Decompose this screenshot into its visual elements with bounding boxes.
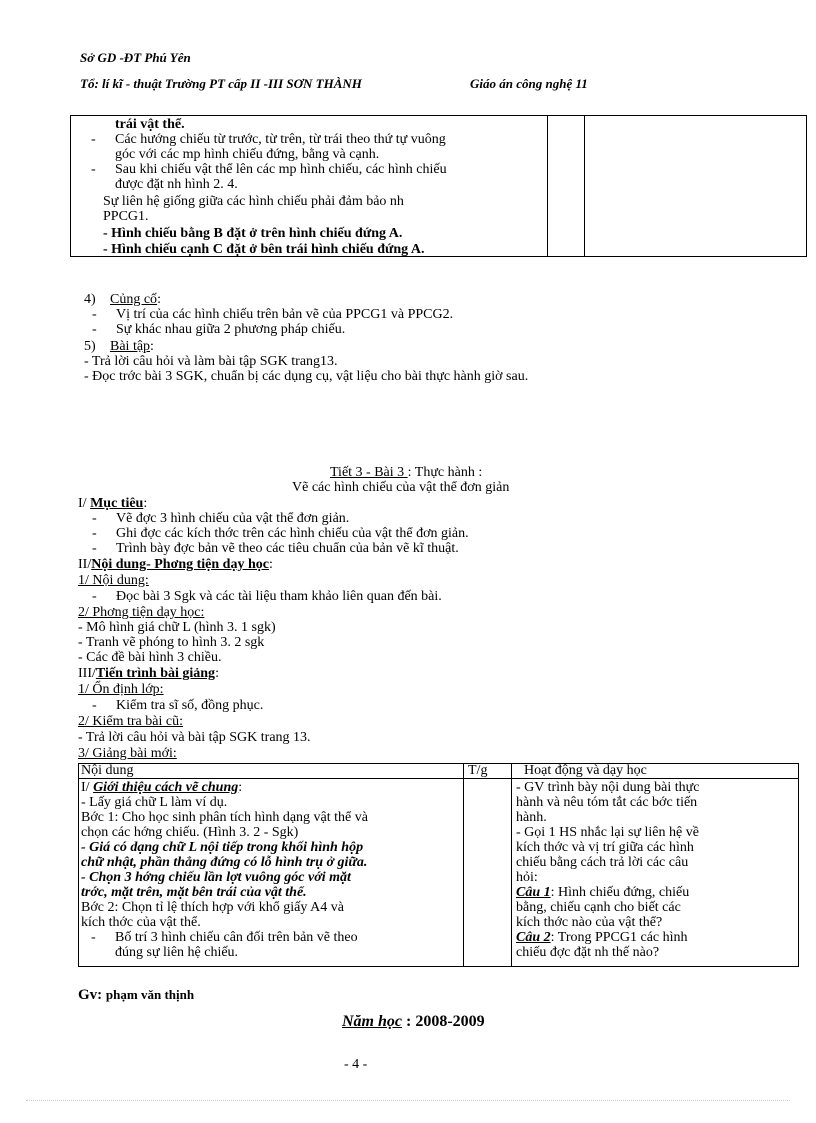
- question-label: Câu 1: [516, 885, 551, 900]
- cont-line: Sau khi chiếu vật thể lên các mp hình chiếu, các hình chiếu: [115, 162, 447, 177]
- cont-line: góc với các mp hình chiếu đứng, bằng và cạnh.: [115, 147, 380, 162]
- part2-sub2-item: - Tranh vẽ phóng to hình 3. 2 sgk: [78, 635, 265, 650]
- section5-heading: Bài tập:: [110, 339, 154, 354]
- cont-line: Các hướng chiếu từ trước, từ trên, từ trái theo thứ tự vuông: [115, 132, 446, 147]
- question-text: : Trong PPCG1 các hình: [550, 930, 688, 945]
- content-line: - Giá có dạng chữ L nội tiếp trong khối hình hộp: [81, 840, 364, 855]
- activity-line: bằng, chiếu cạnh cho biết các: [516, 900, 681, 915]
- activity-line: kích thớc và vị trí giữa các hình: [516, 840, 694, 855]
- page-number: - 4 -: [344, 1057, 368, 1072]
- page-bottom-rule: [26, 1100, 790, 1101]
- table-content-cell: [79, 779, 464, 967]
- continuation-content-cell: [71, 116, 548, 257]
- content-heading: I/ Giới thiệu cách vẽ chung:: [81, 780, 243, 795]
- part2-heading: II/Nội dung- Phơng tiện dạy học:: [78, 557, 273, 572]
- header-school: Sở GD -ĐT Phú Yên: [80, 50, 191, 65]
- content-line: trớc, mặt trên, mặt bên trái của vật thể.: [81, 885, 307, 900]
- bullet-dash: -: [92, 511, 97, 526]
- activity-line: - Gọi 1 HS nhắc lại sự liên hệ về: [516, 825, 699, 840]
- activity-line: chiếu đợc đặt nh thế nào?: [516, 945, 660, 960]
- activity-line: hành.: [516, 810, 547, 825]
- part3-sub1: 1/ Ổn định lớp:: [78, 682, 164, 697]
- bullet-dash: -: [92, 698, 97, 713]
- question-text: : Hình chiếu đứng, chiếu: [550, 885, 690, 900]
- header-subject: Giáo án công nghệ 11: [470, 76, 588, 91]
- bullet-dash: -: [92, 322, 97, 337]
- bullet-dash: -: [92, 307, 97, 322]
- content-line: đúng sự liên hệ chiếu.: [115, 945, 239, 960]
- section4-number: 4): [84, 292, 96, 307]
- content-line: chọn các hớng chiếu. (Hình 3. 2 - Sgk): [81, 825, 299, 840]
- bullet-dash: -: [92, 541, 97, 556]
- lesson-subtitle: Vẽ các hình chiếu của vật thể đơn giản: [292, 480, 510, 495]
- continuation-activity-cell: [585, 116, 807, 257]
- cont-dash: -: [91, 162, 96, 177]
- content-line: kích thớc của vật thể.: [81, 915, 201, 930]
- teacher: Gv: phạm văn thịnh: [78, 987, 195, 1003]
- part1-item: Trình bày đợc bản vẽ theo các tiêu chuẩn của bản vẽ kĩ thuật.: [116, 541, 459, 556]
- section4-item: Vị trí của các hình chiếu trên bản vẽ của PPCG1 và PPCG2.: [116, 307, 454, 322]
- table-header-activity: Hoạt động và dạy học: [512, 764, 799, 779]
- part3-sub2: 2/ Kiểm tra bài cũ:: [78, 714, 183, 729]
- part3-sub1-item: Kiểm tra sĩ số, đồng phục.: [116, 698, 264, 713]
- cont-line: - Hình chiếu bằng B đặt ở trên hình chiếu đứng A.: [103, 226, 403, 241]
- header-department: Tổ: lí kĩ - thuật Trường PT cấp II -III SƠN THÀNH: [80, 76, 362, 91]
- activity-line: chiếu bằng cách trả lời các câu: [516, 855, 689, 870]
- question-1: [516, 886, 689, 900]
- activity-line: hành và nêu tóm tắt các bớc tiến: [516, 795, 698, 810]
- content-line: Bố trí 3 hình chiếu cân đối trên bản vẽ theo: [115, 930, 358, 945]
- question-label: Câu 2: [516, 930, 551, 945]
- section4-item: Sự khác nhau giữa 2 phương pháp chiếu.: [116, 322, 346, 337]
- table-time-cell: [464, 779, 512, 967]
- activity-line: kích thớc nào của vật thể?: [516, 915, 663, 930]
- continuation-table: [70, 115, 807, 257]
- part1-item: Ghi đợc các kích thớc trên các hình chiếu của vật thể đơn giản.: [116, 526, 469, 541]
- lesson-table: [78, 763, 799, 967]
- content-line: - Chọn 3 hớng chiếu lần lợt vuông góc với mặt: [81, 870, 351, 885]
- cont-dash: -: [91, 132, 96, 147]
- table-header-time: T/g: [464, 764, 512, 779]
- part3-heading: III/Tiến trình bài giảng:: [78, 666, 219, 681]
- part2-sub2-item: - Mô hình giá chữ L (hình 3. 1 sgk): [78, 620, 276, 635]
- part1-heading: I/ Mục tiêu:: [78, 496, 148, 511]
- bullet-dash: -: [91, 930, 96, 945]
- content-line: Bớc 1: Cho học sinh phân tích hình dạng vật thể và: [81, 810, 368, 825]
- content-line: chữ nhật, phần thẳng đứng có lỗ hình trụ ở giữa.: [81, 855, 368, 870]
- continuation-time-cell: [548, 116, 585, 257]
- part1-item: Vẽ đợc 3 hình chiếu của vật thể đơn giản.: [116, 511, 350, 526]
- section5-item: - Đọc trớc bài 3 SGK, chuẩn bị các dụng cụ, vật liệu cho bài thực hành giờ sau.: [84, 369, 529, 384]
- cont-line: trái vật thể.: [115, 117, 185, 132]
- school-year: Năm học : 2008-2009: [342, 1013, 485, 1030]
- cont-line: - Hình chiếu cạnh C đặt ở bên trái hình chiếu đứng A.: [103, 242, 425, 257]
- section4-heading: Củng cố:: [110, 292, 161, 307]
- bullet-dash: -: [92, 589, 97, 604]
- table-activity-cell: [512, 779, 799, 967]
- cont-line: PPCG1.: [103, 209, 149, 224]
- cont-line: được đặt nh hình 2. 4.: [115, 177, 238, 192]
- part2-sub1: 1/ Nội dung:: [78, 573, 149, 588]
- activity-line: hỏi:: [516, 870, 538, 885]
- part3-sub2-item: - Trả lời câu hỏi và bài tập SGK trang 13.: [78, 730, 311, 745]
- section5-item: - Trả lời câu hỏi và làm bài tập SGK trang13.: [84, 354, 338, 369]
- section5-number: 5): [84, 339, 96, 354]
- part2-sub2-item: - Các đề bài hình 3 chiều.: [78, 650, 222, 665]
- question-2: [516, 931, 688, 945]
- lesson-title: Tiết 3 - Bài 3 : Thực hành :: [330, 465, 483, 480]
- bullet-dash: -: [92, 526, 97, 541]
- content-line: - Lấy giá chữ L làm ví dụ.: [81, 795, 228, 810]
- cont-line: Sự liên hệ giống giữa các hình chiếu phải đảm bảo nh: [103, 194, 404, 209]
- table-header-content: Nội dung: [79, 764, 464, 779]
- part2-sub1-item: Đọc bài 3 Sgk và các tài liệu tham khảo liên quan đến bài.: [116, 589, 442, 604]
- content-line: Bớc 2: Chọn tỉ lệ thích hợp với khổ giấy A4 và: [81, 900, 344, 915]
- part2-sub2: 2/ Phơng tiện dạy học:: [78, 605, 205, 620]
- part3-sub3: 3/ Giảng bài mới:: [78, 746, 177, 761]
- activity-line: - GV trình bày nội dung bài thực: [516, 780, 700, 795]
